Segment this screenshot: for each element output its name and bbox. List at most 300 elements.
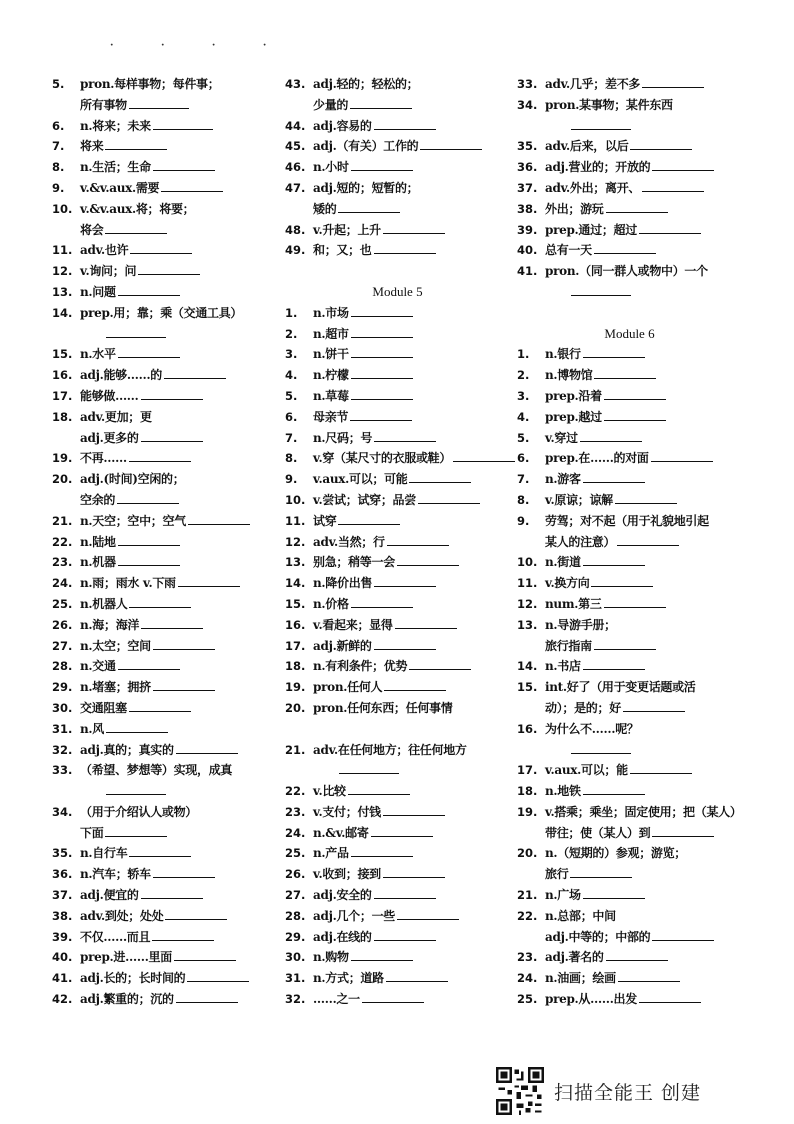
vocab-row [517, 636, 742, 657]
answer-blank[interactable] [362, 990, 424, 1003]
item-definition: 劳驾；对不起（用于礼貌地引起 [545, 513, 709, 528]
item-definition: prep.用；靠；乘（交通工具） [80, 305, 243, 320]
answer-blank[interactable] [583, 470, 645, 483]
vocab-column-1 [52, 74, 277, 1010]
answer-blank[interactable] [418, 491, 480, 504]
item-definition-continued: 旅行指南 [545, 638, 592, 653]
answer-blank[interactable] [604, 595, 666, 608]
item-number: 31. [52, 721, 73, 736]
vocab-row [285, 823, 510, 844]
item-number: 1. [517, 347, 530, 362]
vocab-row [517, 365, 742, 386]
item-definition-continued: 带往；使（某人）到 [545, 825, 651, 840]
answer-blank[interactable] [141, 429, 203, 442]
vocab-row [285, 532, 510, 553]
answer-blank[interactable] [615, 491, 677, 504]
answer-blank[interactable] [384, 678, 446, 691]
answer-blank[interactable] [383, 221, 445, 234]
item-definition: v.询问；问 [80, 264, 137, 279]
item-definition-continued: 动）；是的；好 [545, 700, 621, 715]
item-definition: 不仅……而且 [80, 929, 151, 944]
vocab-row [285, 303, 510, 324]
item-number: 15. [285, 596, 306, 611]
answer-blank[interactable] [118, 553, 180, 566]
vocab-row [285, 136, 510, 157]
item-definition: n.购物 [313, 950, 349, 965]
answer-blank[interactable] [618, 969, 680, 982]
answer-blank[interactable] [138, 262, 200, 275]
item-number: 30. [285, 950, 306, 965]
item-definition: adj.长的；长时间的 [80, 971, 186, 986]
vocab-row [52, 864, 277, 885]
answer-blank[interactable] [351, 304, 413, 317]
vocab-row [285, 781, 510, 802]
vocab-row [517, 552, 742, 573]
vocab-row [285, 240, 510, 261]
vocab-row [517, 74, 742, 95]
item-number: 8. [517, 492, 530, 507]
item-number: 5. [52, 77, 65, 91]
vocab-row [285, 740, 510, 761]
item-number: 19. [517, 804, 538, 819]
item-definition: n.导游手册； [545, 617, 616, 632]
item-definition: n.书店 [545, 659, 581, 674]
answer-blank[interactable] [594, 366, 656, 379]
top-marks: · · · · [110, 40, 289, 51]
answer-blank[interactable] [571, 117, 631, 130]
answer-blank[interactable] [176, 990, 238, 1003]
vocab-row [52, 407, 277, 428]
module-heading: Module 6 [604, 325, 655, 341]
item-number: 9. [285, 472, 298, 487]
answer-blank[interactable] [165, 907, 227, 920]
item-definition: n.饼干 [313, 347, 349, 362]
answer-blank[interactable] [387, 533, 449, 546]
item-definition: adj.能够……的 [80, 368, 162, 383]
vocab-row [285, 324, 510, 345]
item-number: 12. [285, 534, 306, 549]
vocab-row [517, 240, 742, 261]
answer-blank[interactable] [118, 533, 180, 546]
answer-blank[interactable] [591, 574, 653, 587]
answer-blank[interactable] [118, 283, 180, 296]
answer-blank[interactable] [623, 699, 685, 712]
answer-blank[interactable] [409, 657, 471, 670]
vocab-row [517, 781, 742, 802]
item-number: 42. [52, 992, 73, 1007]
item-number: 24. [52, 576, 73, 591]
answer-blank[interactable] [141, 886, 203, 899]
vocab-row [285, 261, 510, 282]
answer-blank[interactable] [350, 96, 412, 109]
item-number: 30. [52, 700, 73, 715]
item-definition: pron.（同一群人或物中）一个 [545, 264, 708, 279]
item-number: 3. [517, 388, 530, 403]
answer-blank[interactable] [105, 137, 167, 150]
vocab-row [52, 448, 277, 469]
vocab-row [285, 573, 510, 594]
item-definition: n.尺码；号 [313, 430, 373, 445]
answer-blank[interactable] [174, 948, 236, 961]
answer-blank[interactable] [351, 844, 413, 857]
item-definition: n.总部；中间 [545, 908, 616, 923]
vocab-row [285, 989, 510, 1010]
answer-blank[interactable] [630, 137, 692, 150]
answer-blank[interactable] [580, 429, 642, 442]
item-number: 36. [52, 867, 73, 882]
item-definition: n.柠檬 [313, 368, 349, 383]
vocab-row [517, 344, 742, 365]
item-definition: num.第三 [545, 596, 602, 611]
item-definition: n.降价出售 [313, 576, 373, 591]
answer-blank[interactable] [129, 449, 191, 462]
item-number: 20. [517, 846, 538, 861]
item-definition-continued: 旅行 [545, 867, 569, 882]
answer-blank[interactable] [176, 741, 238, 754]
answer-blank[interactable] [594, 637, 656, 650]
answer-blank[interactable] [409, 470, 471, 483]
item-definition: n.游客 [545, 472, 581, 487]
answer-blank[interactable] [606, 948, 668, 961]
item-number: 44. [285, 118, 306, 133]
item-definition: adj.（有关）工作的 [313, 139, 419, 154]
item-number: 16. [285, 617, 306, 632]
answer-blank[interactable] [604, 408, 666, 421]
item-definition-continued: 矮的 [313, 201, 337, 216]
answer-blank[interactable] [642, 179, 704, 192]
item-definition: 试穿 [313, 513, 337, 528]
answer-blank[interactable] [652, 158, 714, 171]
item-number: 26. [52, 617, 73, 632]
item-definition: v.穿过 [545, 430, 578, 445]
answer-blank[interactable] [153, 678, 215, 691]
item-definition: n.&v.邮寄 [313, 825, 369, 840]
answer-blank[interactable] [152, 928, 214, 941]
answer-blank[interactable] [106, 720, 168, 733]
answer-blank[interactable] [105, 824, 167, 837]
item-number: 13. [517, 617, 538, 632]
answer-blank[interactable] [351, 387, 413, 400]
item-definition: 不再…… [80, 451, 127, 466]
item-definition: n.市场 [313, 305, 349, 320]
item-definition: pron.某事物；某件东西 [545, 97, 673, 112]
vocab-row [52, 324, 277, 345]
vocab-row [52, 885, 277, 906]
item-definition: adj.轻的；轻松的； [313, 77, 419, 91]
answer-blank[interactable] [106, 782, 166, 795]
item-number: 23. [52, 555, 73, 570]
item-number: 9. [517, 513, 530, 528]
answer-blank[interactable] [639, 990, 701, 1003]
vocab-row [285, 947, 510, 968]
answer-blank[interactable] [583, 886, 645, 899]
answer-blank[interactable] [606, 200, 668, 213]
answer-blank[interactable] [570, 865, 632, 878]
item-number: 26. [285, 867, 306, 882]
answer-blank[interactable] [338, 512, 400, 525]
item-definition: v.升起；上升 [313, 222, 381, 237]
item-number: 22. [285, 784, 306, 799]
answer-blank[interactable] [386, 969, 448, 982]
item-number: 25. [285, 846, 306, 861]
vocab-row [517, 594, 742, 615]
vocab-row [285, 74, 510, 95]
answer-blank[interactable] [397, 907, 459, 920]
vocab-row [52, 823, 277, 844]
item-number: 14. [285, 576, 306, 591]
answer-blank[interactable] [117, 491, 179, 504]
item-definition: n.汽车；轿车 [80, 867, 151, 882]
item-number: 18. [517, 784, 538, 799]
vocab-row [285, 615, 510, 636]
answer-blank[interactable] [652, 824, 714, 837]
vocab-row [517, 864, 742, 885]
vocab-row [52, 740, 277, 761]
answer-blank[interactable] [395, 616, 457, 629]
answer-blank[interactable] [187, 969, 249, 982]
vocab-row [285, 636, 510, 657]
answer-blank[interactable] [153, 158, 215, 171]
item-number: 10. [285, 492, 306, 507]
item-definition: pron.每样事物；每件事； [80, 77, 220, 91]
item-number: 13. [285, 555, 306, 570]
answer-blank[interactable] [583, 782, 645, 795]
item-definition-continued: 某人的注意） [545, 534, 616, 549]
item-definition: v.aux.可以；能 [545, 763, 628, 778]
item-number: 18. [52, 409, 73, 424]
answer-blank[interactable] [583, 553, 645, 566]
vocab-row [517, 199, 742, 220]
item-definition: pron.任何东西；任何事情 [313, 700, 453, 715]
answer-blank[interactable] [118, 657, 180, 670]
answer-blank[interactable] [617, 533, 679, 546]
item-definition: adv.在任何地方；往任何地方 [313, 742, 467, 757]
item-definition: 和；又；也 [313, 243, 372, 258]
item-definition: prep.从……出发 [545, 992, 637, 1007]
answer-blank[interactable] [141, 387, 203, 400]
item-number: 17. [285, 638, 306, 653]
item-number: 14. [52, 305, 73, 320]
vocab-row [285, 885, 510, 906]
item-definition: v.支付；付钱 [313, 804, 381, 819]
item-number: 35. [52, 846, 73, 861]
item-number: 17. [52, 388, 73, 403]
vocab-row [517, 95, 742, 116]
vocab-row [517, 677, 742, 698]
answer-blank[interactable] [453, 449, 515, 462]
item-number: 1. [285, 305, 298, 320]
answer-blank[interactable] [161, 179, 223, 192]
item-number: 20. [52, 472, 73, 487]
vocab-row [285, 386, 510, 407]
vocab-row [285, 469, 510, 490]
item-number: 34. [517, 97, 538, 112]
answer-blank[interactable] [374, 928, 436, 941]
answer-blank[interactable] [118, 345, 180, 358]
answer-blank[interactable] [583, 345, 645, 358]
answer-blank[interactable] [164, 366, 226, 379]
item-definition: 为什么不……呢？ [545, 721, 639, 736]
answer-blank[interactable] [188, 512, 250, 525]
vocab-row [52, 116, 277, 137]
item-definition: （用于介绍认人或物） [80, 804, 198, 819]
item-number: 2. [285, 326, 298, 341]
item-definition: adj.便宜的 [80, 888, 139, 903]
item-definition: n.海；海洋 [80, 617, 140, 632]
vocab-row [517, 740, 742, 761]
item-number: 23. [517, 950, 538, 965]
answer-blank[interactable] [141, 616, 203, 629]
item-definition: adj.在线的 [313, 929, 372, 944]
vocab-row [517, 823, 742, 844]
item-number: 28. [52, 659, 73, 674]
answer-blank[interactable] [153, 637, 215, 650]
answer-blank[interactable] [642, 75, 704, 88]
answer-blank[interactable] [651, 449, 713, 462]
item-number: 28. [285, 908, 306, 923]
answer-blank[interactable] [420, 137, 482, 150]
vocab-row [52, 428, 277, 449]
answer-blank[interactable] [351, 595, 413, 608]
vocab-row [517, 947, 742, 968]
item-definition-continued: 将会 [80, 222, 104, 237]
answer-blank[interactable] [374, 241, 436, 254]
vocab-row [285, 927, 510, 948]
footer-text: 扫描全能王 创建 [554, 1081, 702, 1104]
answer-blank[interactable] [594, 241, 656, 254]
item-number: 12. [52, 264, 73, 279]
answer-blank[interactable] [129, 96, 189, 109]
item-definition: n.街道 [545, 555, 581, 570]
vocab-row [517, 428, 742, 449]
item-number: 6. [285, 409, 298, 424]
answer-blank[interactable] [130, 241, 192, 254]
answer-blank[interactable] [639, 221, 701, 234]
vocab-row [517, 906, 742, 927]
item-number: 12. [517, 596, 538, 611]
vocab-row [52, 136, 277, 157]
vocab-row [285, 698, 510, 719]
item-definition: v.原谅；谅解 [545, 492, 613, 507]
item-definition: adj.(时间)空闲的； [80, 472, 185, 487]
item-definition: adj.繁重的；沉的 [80, 992, 174, 1007]
item-number: 6. [52, 118, 65, 133]
item-number: 46. [285, 160, 306, 175]
vocab-row [285, 116, 510, 137]
vocab-column-3 [517, 74, 742, 1010]
item-number: 21. [517, 888, 538, 903]
item-number: 31. [285, 971, 306, 986]
answer-blank[interactable] [374, 574, 436, 587]
item-definition: n.水平 [80, 347, 116, 362]
answer-blank[interactable] [350, 408, 412, 421]
answer-blank[interactable] [571, 741, 631, 754]
item-number: 25. [517, 992, 538, 1007]
item-number: 13. [52, 284, 73, 299]
answer-blank[interactable] [630, 761, 692, 774]
vocab-column-2 [285, 74, 510, 1010]
answer-blank[interactable] [351, 948, 413, 961]
answer-blank[interactable] [106, 325, 166, 338]
vocab-row [517, 719, 742, 740]
answer-blank[interactable] [338, 200, 400, 213]
answer-blank[interactable] [383, 803, 445, 816]
item-number: 38. [52, 908, 73, 923]
answer-blank[interactable] [153, 865, 215, 878]
answer-blank[interactable] [374, 429, 436, 442]
vocab-row [52, 532, 277, 553]
answer-blank[interactable] [339, 761, 399, 774]
item-definition: pron.任何人 [313, 680, 383, 695]
answer-blank[interactable] [351, 366, 413, 379]
answer-blank[interactable] [351, 158, 413, 171]
item-number: 29. [285, 929, 306, 944]
item-definition: int.好了（用于变更话题或活 [545, 680, 696, 695]
vocab-row [285, 448, 510, 469]
vocab-row [517, 656, 742, 677]
item-definition: prep.越过 [545, 409, 602, 424]
item-number: 4. [285, 368, 298, 383]
answer-blank[interactable] [571, 283, 631, 296]
answer-blank[interactable] [348, 782, 410, 795]
item-number: 47. [285, 180, 306, 195]
vocab-row [517, 157, 742, 178]
vocab-row [52, 719, 277, 740]
answer-blank[interactable] [604, 387, 666, 400]
answer-blank[interactable] [583, 657, 645, 670]
answer-blank[interactable] [153, 117, 213, 130]
item-number: 9. [52, 180, 65, 195]
item-number: 32. [285, 992, 306, 1007]
answer-blank[interactable] [351, 325, 413, 338]
answer-blank[interactable] [383, 865, 445, 878]
answer-blank[interactable] [652, 928, 714, 941]
item-number: 48. [285, 222, 306, 237]
vocab-row [285, 864, 510, 885]
vocab-row [52, 95, 277, 116]
item-number: 4. [517, 409, 530, 424]
item-definition: adj.著名的 [545, 950, 604, 965]
answer-blank[interactable] [178, 574, 240, 587]
answer-blank[interactable] [129, 844, 191, 857]
answer-blank[interactable] [374, 117, 436, 130]
answer-blank[interactable] [371, 824, 433, 837]
vocab-row [52, 968, 277, 989]
answer-blank[interactable] [374, 886, 436, 899]
item-definition: v.比较 [313, 784, 346, 799]
item-definition: 母亲节 [313, 409, 349, 424]
vocab-row [285, 178, 510, 199]
answer-blank[interactable] [129, 699, 191, 712]
item-definition: n.机器人 [80, 596, 128, 611]
vocab-row [52, 74, 277, 95]
item-definition: n.草莓 [313, 388, 349, 403]
answer-blank[interactable] [105, 221, 167, 234]
answer-blank[interactable] [351, 345, 413, 358]
item-number: 18. [285, 659, 306, 674]
item-number: 19. [285, 680, 306, 695]
vocab-row [52, 511, 277, 532]
item-definition: n.风 [80, 721, 105, 736]
answer-blank[interactable] [397, 553, 459, 566]
vocab-row [52, 843, 277, 864]
answer-blank[interactable] [374, 637, 436, 650]
item-definition-continued: 所有事物 [80, 97, 127, 112]
item-number: 7. [517, 472, 530, 487]
answer-blank[interactable] [129, 595, 191, 608]
item-definition: n.天空；空中；空气 [80, 513, 186, 528]
vocab-row [52, 615, 277, 636]
